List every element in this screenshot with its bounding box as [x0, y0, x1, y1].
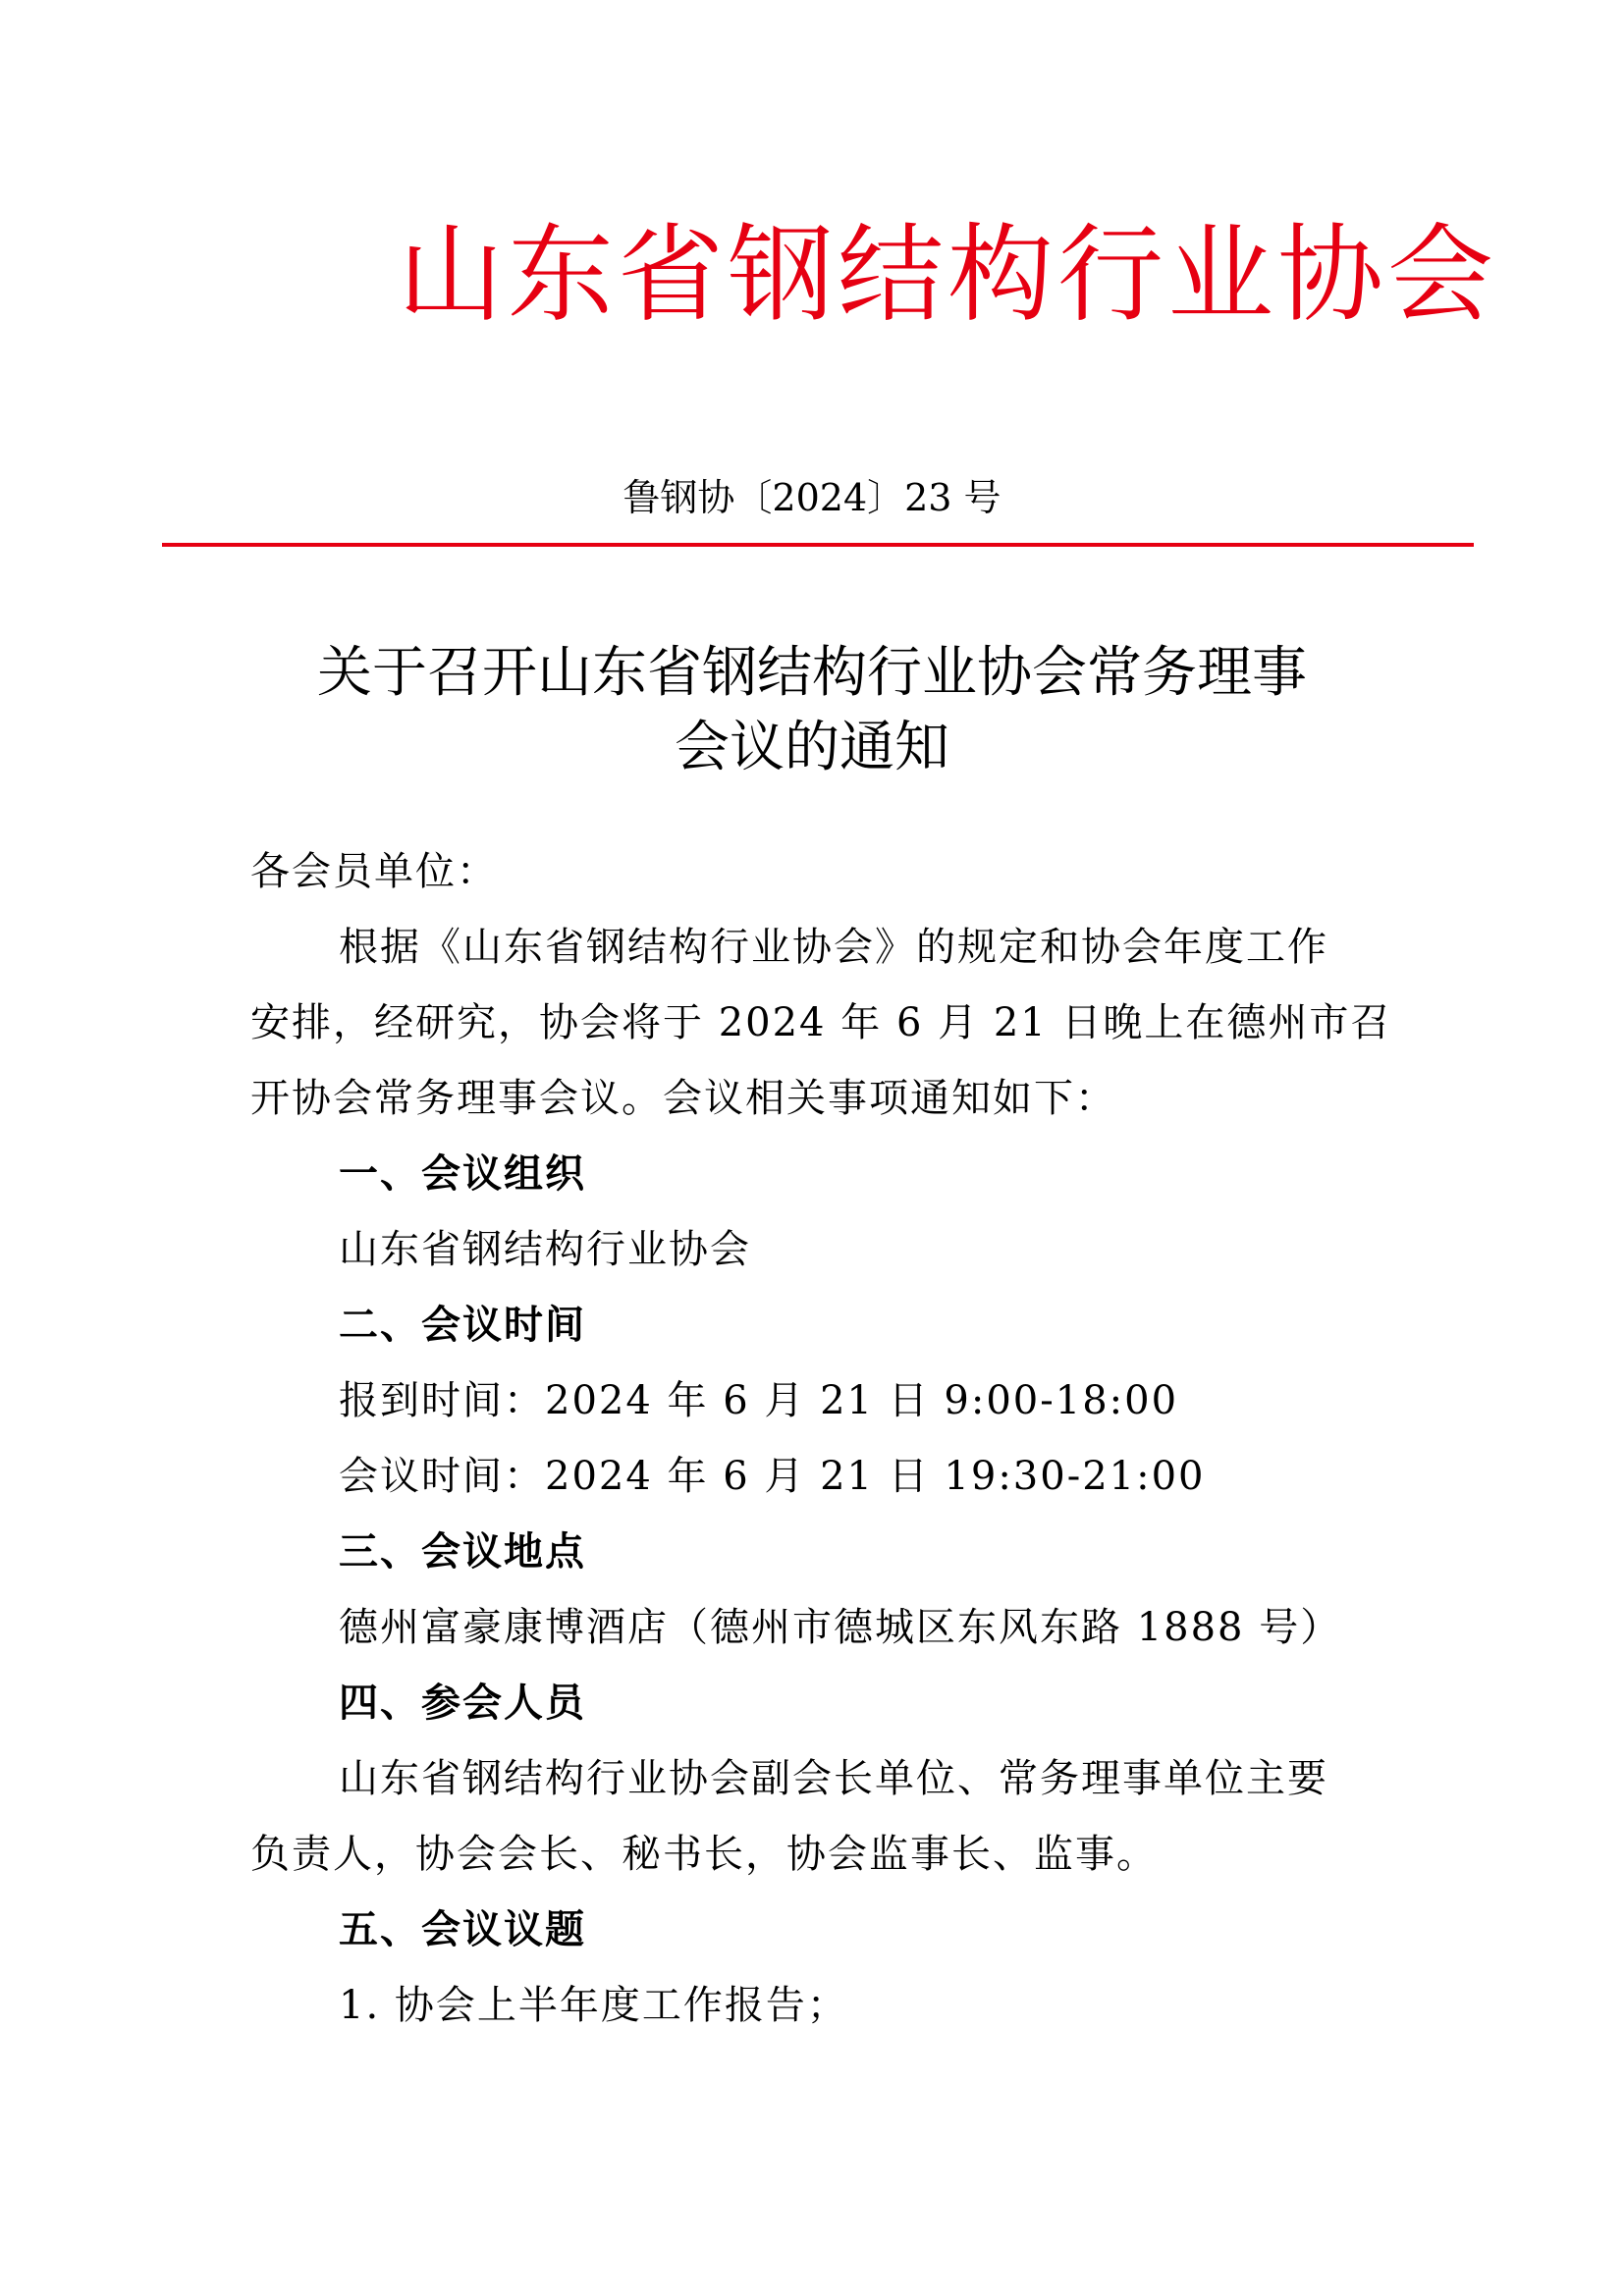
notice-title — [0, 636, 1624, 785]
notice-body — [250, 834, 1392, 2044]
checkin-time: 报到时间：2024 年 6 月 21 日 9:00-18:00 — [339, 1378, 1179, 1423]
intro-line-2: 安排，经研究，协会将于 2024 年 6 月 21 日晚上在德州市召 — [250, 1000, 1392, 1045]
letterhead-red-divider — [162, 543, 1474, 547]
org-letterhead-title: 山东省钢结构行业协会 — [398, 214, 1498, 337]
notice-title-line-1: 关于召开山东省钢结构行业协会常务理事 — [317, 641, 1307, 705]
section-heading-location: 三、会议地点 — [339, 1529, 586, 1575]
section-heading-time: 二、会议时间 — [339, 1303, 586, 1348]
intro-line-3: 开协会常务理事会议。会议相关事项通知如下： — [250, 1076, 1116, 1121]
agenda-item-1: 1. 协会上半年度工作报告； — [339, 1983, 848, 2028]
attendees-line-2: 负责人，协会会长、秘书长，协会监事长、监事。 — [250, 1832, 1158, 1877]
addressee: 各会员单位： — [250, 849, 498, 894]
section-heading-organization: 一、会议组织 — [339, 1151, 586, 1197]
document-number: 鲁钢协〔2024〕23 号 — [623, 476, 1001, 519]
notice-title-line-2: 会议的通知 — [675, 716, 949, 779]
intro-line-1: 根据《山东省钢结构行业协会》的规定和协会年度工作 — [339, 925, 1328, 970]
attendees-line-1: 山东省钢结构行业协会副会长单位、常务理事单位主要 — [339, 1756, 1328, 1801]
meeting-location: 德州富豪康博酒店（德州市德城区东风东路 1888 号） — [339, 1605, 1342, 1650]
section-text-organization: 山东省钢结构行业协会 — [339, 1227, 751, 1272]
section-heading-agenda: 五、会议议题 — [339, 1907, 586, 1952]
meeting-time: 会议时间：2024 年 6 月 21 日 19:30-21:00 — [339, 1454, 1206, 1499]
section-heading-attendees: 四、参会人员 — [339, 1681, 586, 1726]
